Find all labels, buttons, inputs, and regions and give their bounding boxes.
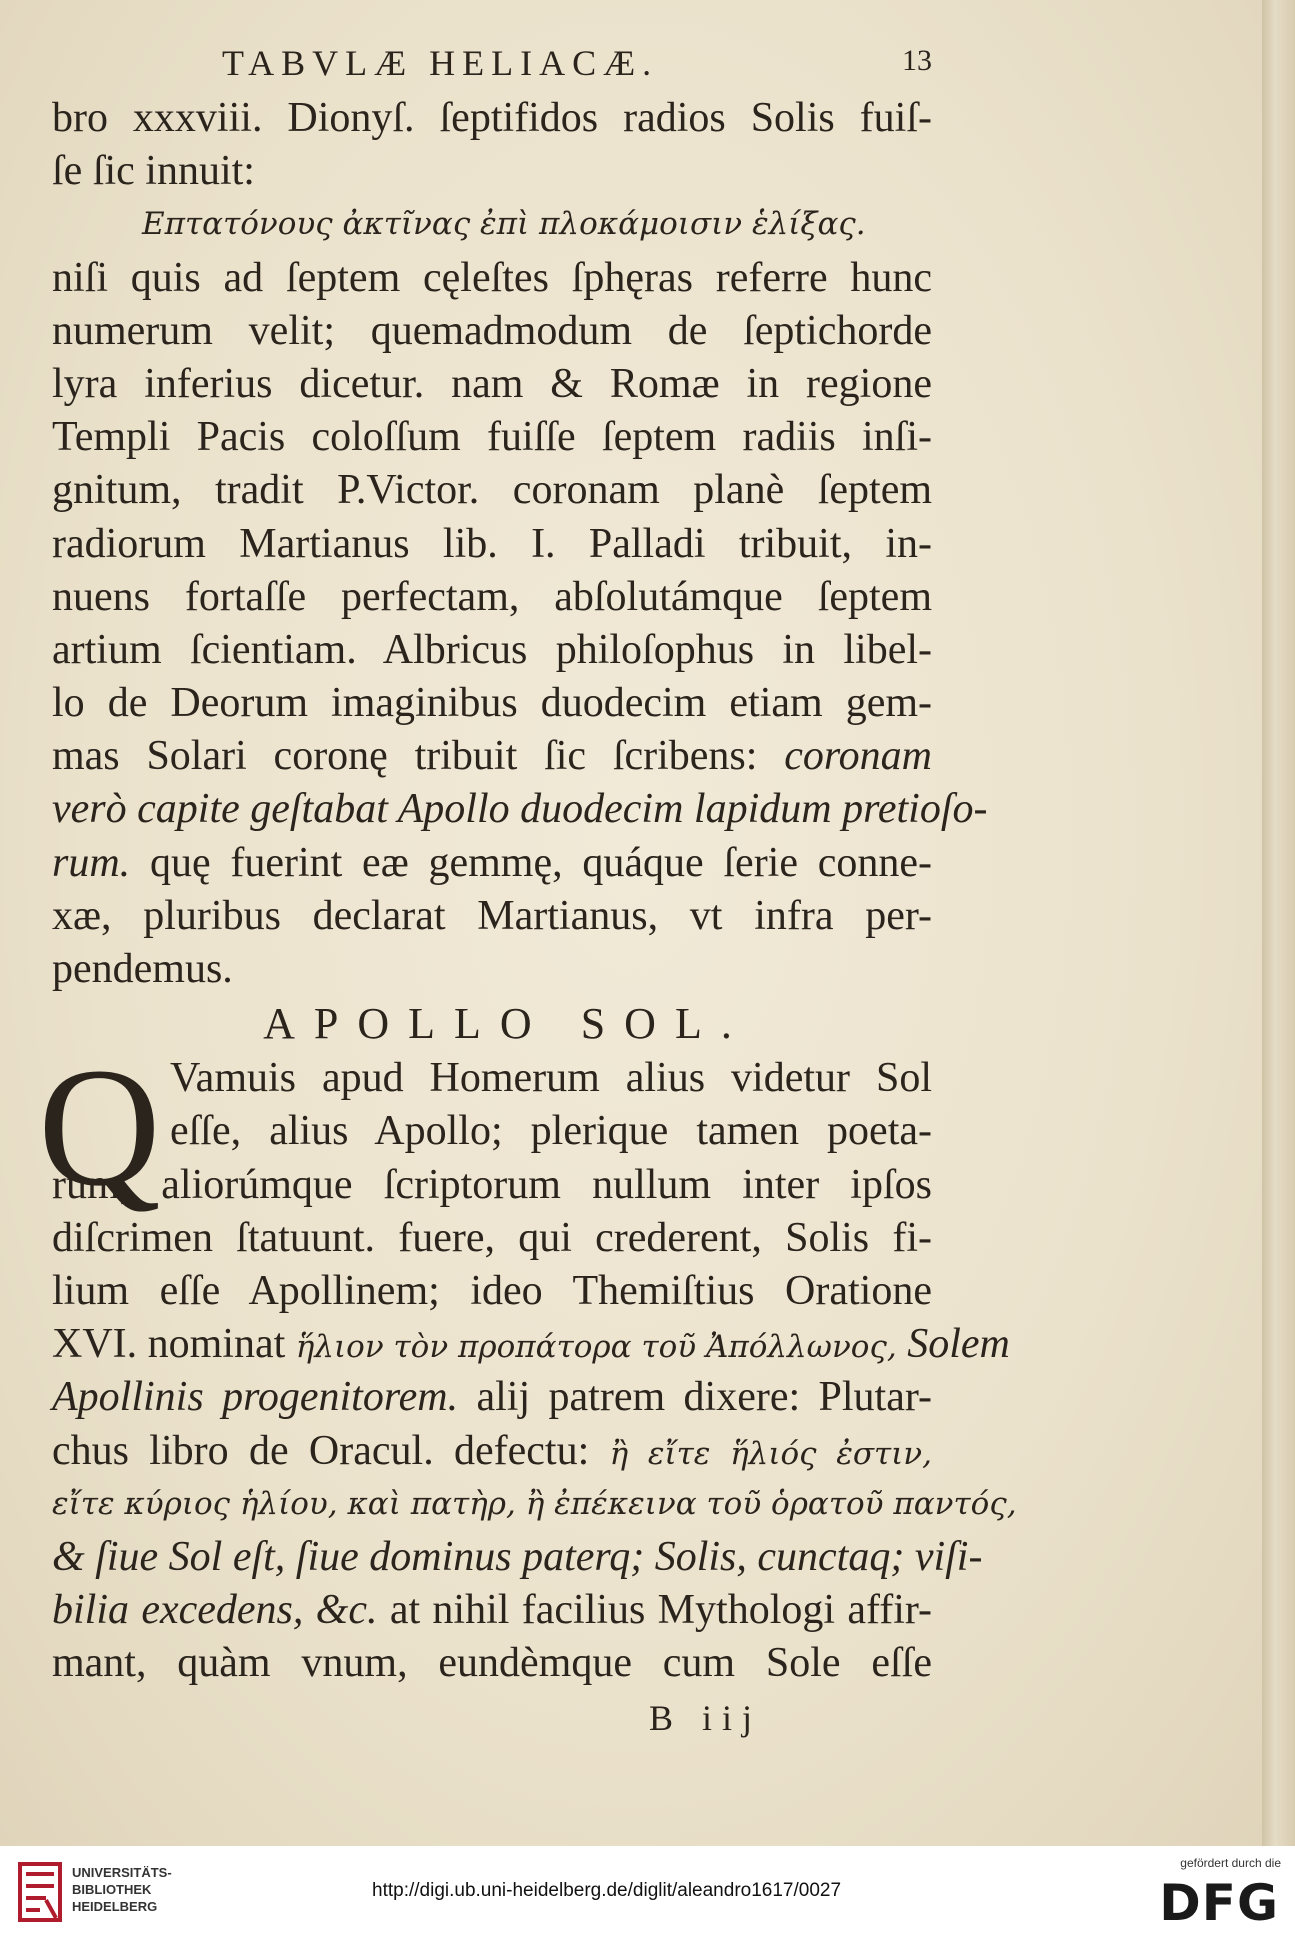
text-line bbox=[52, 837, 932, 890]
text-line: radiorum Martianus lib. I. Palladi tribuit, in- bbox=[52, 520, 932, 567]
text-span: mas Solari coronę tribuit ſic ſcribens: bbox=[52, 733, 758, 780]
university-line: UNIVERSITÄTS- bbox=[72, 1865, 172, 1880]
text-line: eſſe, alius Apollo; plerique tamen poeta- bbox=[170, 1108, 932, 1155]
italic-phrase: bilia excedens, &c. bbox=[52, 1587, 378, 1634]
greek-phrase: ἥλιον τὸν προπάτορα τοῦ Ἀπόλλωνος, bbox=[295, 1329, 897, 1366]
signature-catchword: B iij bbox=[648, 1698, 762, 1739]
university-logo-icon bbox=[16, 1860, 64, 1924]
text-line bbox=[52, 1425, 932, 1478]
section-heading: APOLLO SOL. bbox=[263, 999, 751, 1049]
text-line bbox=[52, 1371, 932, 1424]
text-span: chus libro de Oracul. defectu: bbox=[52, 1427, 590, 1474]
folio-number: 13 bbox=[902, 44, 932, 77]
running-header bbox=[52, 40, 932, 92]
text-line: artium ſcientiam. Albricus philoſophus in libel- bbox=[52, 626, 932, 673]
greek-verse: Επτατόνους ἀκτῖνας ἐπὶ πλοκάμοισιν ἑλίξας. bbox=[142, 206, 866, 243]
viewer-footer bbox=[0, 1846, 1295, 1939]
text-line: niſi quis ad ſeptem cęleſtes ſphęras referre hunc bbox=[52, 254, 932, 301]
text-line: lo de Deorum imaginibus duodecim etiam gem- bbox=[52, 680, 932, 727]
italic-phrase: Solem bbox=[907, 1321, 1010, 1368]
text-line: numerum velit; quemadmodum de ſeptichorde bbox=[52, 307, 932, 354]
university-name bbox=[72, 1864, 172, 1915]
text-line: nuens fortaſſe perfectam, abſolutámque ſeptem bbox=[52, 573, 932, 620]
permalink-url[interactable]: http://digi.ub.uni-heidelberg.de/diglit/aleandro1617/0027 bbox=[372, 1880, 842, 1901]
text-line: diſcrimen ſtatuunt. fuere, qui crederent, Solis fi- bbox=[52, 1214, 932, 1261]
text-line: gnitum, tradit P.Victor. coronam planè ſeptem bbox=[52, 467, 932, 514]
running-title: TABVLÆ HELIACÆ. bbox=[222, 43, 659, 83]
italic-phrase: Apollinis progenitorem. bbox=[52, 1374, 459, 1421]
text-span: quę fuerint eæ gemmę, quáque ſerie conne- bbox=[149, 839, 933, 886]
text-line bbox=[52, 1318, 1010, 1371]
text-line: lyra inferius dicetur. nam & Romæ in regione bbox=[52, 360, 932, 407]
text-line: ſe ſic innuit: bbox=[52, 148, 255, 195]
text-line: lium eſſe Apollinem; ideo Themiſtius Oratione bbox=[52, 1267, 932, 1314]
university-line: BIBLIOTHEK bbox=[72, 1882, 152, 1897]
text-line bbox=[52, 1584, 932, 1637]
text-span: at nihil facilius Mythologi affir- bbox=[389, 1587, 932, 1634]
drop-cap: Q bbox=[38, 1033, 161, 1222]
page-edge bbox=[1262, 0, 1295, 1846]
text-span: XVI. nominat bbox=[52, 1321, 286, 1368]
text-line: bro xxxviii. Dionyſ. ſeptifidos radios Solis fuiſ- bbox=[52, 95, 932, 141]
text-line: Vamuis apud Homerum alius videtur Sol bbox=[170, 1055, 932, 1102]
dfg-logo: DFG bbox=[1159, 1874, 1279, 1932]
italic-quote: rum. bbox=[52, 839, 131, 886]
italic-line: & ſiue Sol eſt, ſiue dominus paterq; Solis, cunctaq; viſi- bbox=[52, 1533, 983, 1580]
text-line: Templi Pacis coloſſum fuiſſe ſeptem radiis inſi- bbox=[52, 414, 932, 461]
text-line: mant, quàm vnum, eundèmque cum Sole eſſe bbox=[52, 1640, 932, 1687]
italic-quote: coronam bbox=[784, 733, 933, 780]
greek-line: εἴτε κύριος ἡλίου, καὶ πατὴρ, ἢ ἐπέκεινα τοῦ ὁρατοῦ παντός, bbox=[52, 1485, 1017, 1522]
text-line: xæ, pluribus declarat Martianus, vt infra per- bbox=[52, 892, 932, 939]
university-line: HEIDELBERG bbox=[72, 1899, 158, 1914]
text-line: rum, aliorúmque ſcriptorum nullum inter ipſos bbox=[52, 1161, 932, 1208]
text-line: pendemus. bbox=[52, 946, 233, 992]
funding-caption: gefördert durch die bbox=[1180, 1856, 1281, 1870]
text-line bbox=[52, 730, 932, 783]
greek-phrase: ἢ εἴτε ἥλιός ἐστιν, bbox=[609, 1435, 932, 1472]
italic-quote-line: verò capite geſtabat Apollo duodecim lapidum pretioſo- bbox=[52, 786, 988, 833]
page-text bbox=[38, 40, 1017, 1746]
text-span: alij patrem dixere: Plutar- bbox=[476, 1374, 932, 1421]
